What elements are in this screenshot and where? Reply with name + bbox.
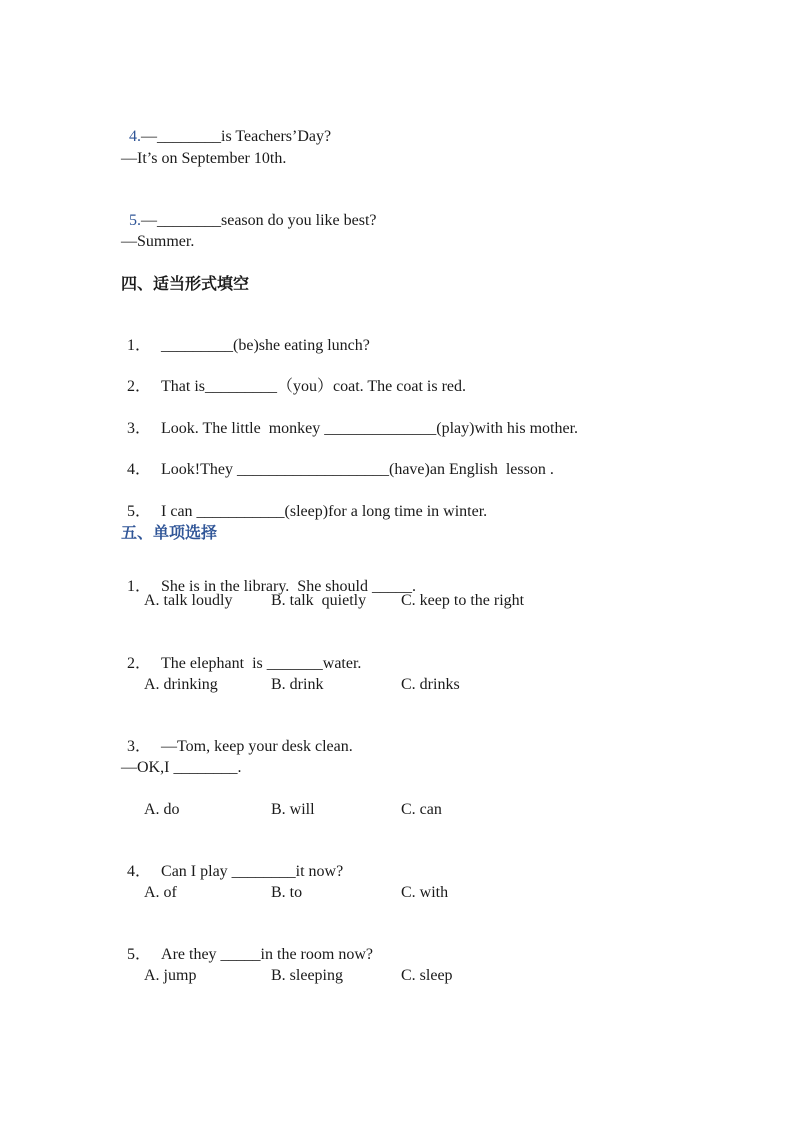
option-b: B. will [271,801,315,818]
option-b: B. drink [271,676,324,693]
option-c: C. drinks [401,676,460,693]
question-text: —________season do you like best? [141,212,377,229]
question-text: The elephant is _______water. [161,655,362,672]
question-number: 4． [127,863,152,880]
question-5 [121,191,377,231]
item-number: 4． [127,461,152,478]
choice-question-2 [119,634,361,674]
option-b: B. to [271,884,303,901]
fill-item-2 [119,357,466,397]
option-c: C. can [401,801,442,818]
item-text: Look. The little monkey ______________(play)with his mother. [161,420,579,437]
item-number: 2． [127,378,152,395]
question-text: She is in the library. She should _____. [161,578,416,595]
choice-question-5 [119,925,373,965]
fill-item-3 [119,399,578,439]
section-heading-part4: 四、适当形式填空 [121,274,250,293]
option-a: A. drinking [144,676,218,693]
question-number: 3． [127,738,152,755]
question-text: —Tom, keep your desk clean. [161,738,353,755]
question-4 [121,107,331,147]
option-a: A. do [144,801,180,818]
question-number: 2． [127,655,152,672]
option-c: C. sleep [401,967,453,984]
question-number: 5． [127,946,152,963]
question-text: Are they _____in the room now? [161,946,373,963]
item-text: _________(be)she eating lunch? [161,337,370,354]
item-text: I can ___________(sleep)for a long time in winter. [161,503,488,520]
option-a: A. of [144,884,177,901]
question-4-answer: —It’s on September 10th. [121,150,287,167]
item-text: That is_________（you）coat. The coat is red. [161,378,466,395]
option-c: C. with [401,884,449,901]
section-heading-part5: 五、单项选择 [121,523,218,542]
question-text: Can I play ________it now? [161,863,344,880]
choice-question-3 [119,717,353,757]
question-text: —________is Teachers’Day? [141,128,332,145]
question-5-answer: —Summer. [121,233,195,250]
item-number: 1． [127,337,152,354]
option-b: B. sleeping [271,967,343,984]
question-number: 4. [129,128,141,145]
option-b: B. talk quietly [271,592,367,609]
option-c: C. keep to the right [401,592,525,609]
item-number: 3． [127,420,152,437]
fill-item-1 [119,316,370,356]
question-number: 5. [129,212,141,229]
item-number: 5． [127,503,152,520]
question-3-answer: —OK,I ________. [121,759,242,776]
fill-item-5 [119,482,487,522]
choice-question-4 [119,842,343,882]
item-text: Look!They ___________________(have)an English lesson . [161,461,554,478]
question-number: 1． [127,578,152,595]
option-a: A. jump [144,967,197,984]
fill-item-4 [119,440,554,480]
option-a: A. talk loudly [144,592,233,609]
